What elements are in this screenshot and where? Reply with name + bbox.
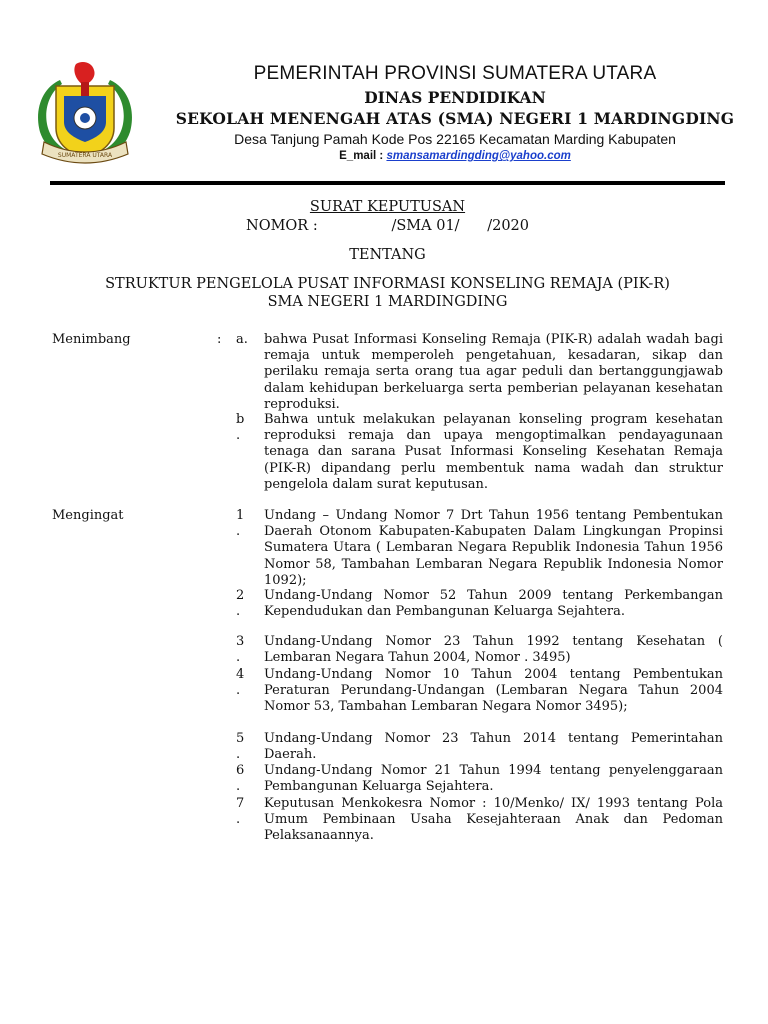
menimbang-label: Menimbang <box>52 332 131 347</box>
mengingat-marker-6: 6 . <box>236 763 245 794</box>
school-address: Desa Tanjung Pamah Kode Pos 22165 Kecamatan Marding Kabupaten <box>234 131 676 147</box>
mengingat-marker-3: 3 . <box>236 634 245 665</box>
school-name: SEKOLAH MENENGAH ATAS (SMA) NEGERI 1 MARDINGDING <box>175 109 735 128</box>
coat-of-arms-logo <box>30 58 140 170</box>
mengingat-marker-4: 4 . <box>236 667 245 698</box>
svg-text:SUMATERA UTARA: SUMATERA UTARA <box>57 152 113 159</box>
email-line <box>145 150 765 162</box>
email-label: E_mail : <box>339 150 387 162</box>
menimbang-item-a: bahwa Pusat Informasi Konseling Remaja (PIK-R) adalah wadah bagi remaja untuk memperoleh pengetahuan, kesadaran, sikap dan perilaku remaja serta orang tua agar peduli dan bertanggungjawab dalam kehidupan berkeluarga serta pemberian pelayanan kesehatan reproduksi. <box>264 332 723 412</box>
menimbang-marker-b: b . <box>236 412 245 443</box>
menimbang-marker-a: a. <box>236 332 248 347</box>
mengingat-item-3: Undang-Undang Nomor 23 Tahun 1992 tentang Kesehatan ( Lembaran Negara Tahun 2004, Nomor . 3495) <box>264 634 723 666</box>
mengingat-item-6: Undang-Undang Nomor 21 Tahun 1994 tentang penyelenggaraan Pembangunan Keluarga Sejahtera. <box>264 763 723 795</box>
mengingat-marker-7: 7 . <box>236 796 245 827</box>
document-number: NOMOR : /SMA 01/ /2020 <box>246 218 529 234</box>
tentang-heading: TENTANG <box>349 247 426 263</box>
mengingat-item-7: Keputusan Menkokesra Nomor : 10/Menko/ IX/ 1993 tentang Pola Umum Pembinaan Usaha Kesejahteraan Anak dan Pedoman Pelaksanaannya. <box>264 796 723 844</box>
mengingat-item-4: Undang-Undang Nomor 10 Tahun 2004 tentang Pembentukan Peraturan Perundang-Undangan (Lembaran Negara Tahun 2004 Nomor 53, Tambahan Lembaran Negara Nomor 3495); <box>264 667 723 715</box>
document-title: SURAT KEPUTUSAN <box>309 199 466 215</box>
department-name: DINAS PENDIDIKAN <box>364 88 546 107</box>
letterhead-divider <box>50 181 725 185</box>
mengingat-label: Mengingat <box>52 508 124 523</box>
menimbang-colon: : <box>217 332 222 347</box>
subject-line-2: SMA NEGERI 1 MARDINGDING <box>267 294 508 310</box>
mengingat-marker-5: 5 . <box>236 731 245 762</box>
mengingat-marker-1: 1 . <box>236 508 245 539</box>
mengingat-item-2: Undang-Undang Nomor 52 Tahun 2009 tentang Perkembangan Kependudukan dan Pembangunan Keluarga Sejahtera. <box>264 588 723 620</box>
mengingat-item-1: Undang – Undang Nomor 7 Drt Tahun 1956 tentang Pembentukan Daerah Otonom Kabupaten-Kabupaten Dalam Lingkungan Propinsi Sumatera Utara ( Lembaran Negara Republik Indonesia Tahun 1956 Nomor 58, Tambahan Lembaran Negara Republik Indonesia Nomor 1092); <box>264 508 723 588</box>
subject-line-1: STRUKTUR PENGELOLA PUSAT INFORMASI KONSELING REMAJA (PIK-R) <box>105 276 670 292</box>
government-name: PEMERINTAH PROVINSI SUMATERA UTARA <box>253 63 657 84</box>
mengingat-item-5: Undang-Undang Nomor 23 Tahun 2014 tentang Pemerintahan Daerah. <box>264 731 723 763</box>
email-link[interactable]: smansamardingding@yahoo.com <box>386 150 571 162</box>
menimbang-item-b: Bahwa untuk melakukan pelayanan konseling program kesehatan reproduksi remaja dan upaya mengoptimalkan pendayagunaan tenaga dan sarana Pusat Informasi Konseling Kesehatan Remaja (PIK-R) dipandang perlu membentuk nama wadah dan struktur pengelola dalam surat keputusan. <box>264 412 723 492</box>
mengingat-marker-2: 2 . <box>236 588 245 619</box>
